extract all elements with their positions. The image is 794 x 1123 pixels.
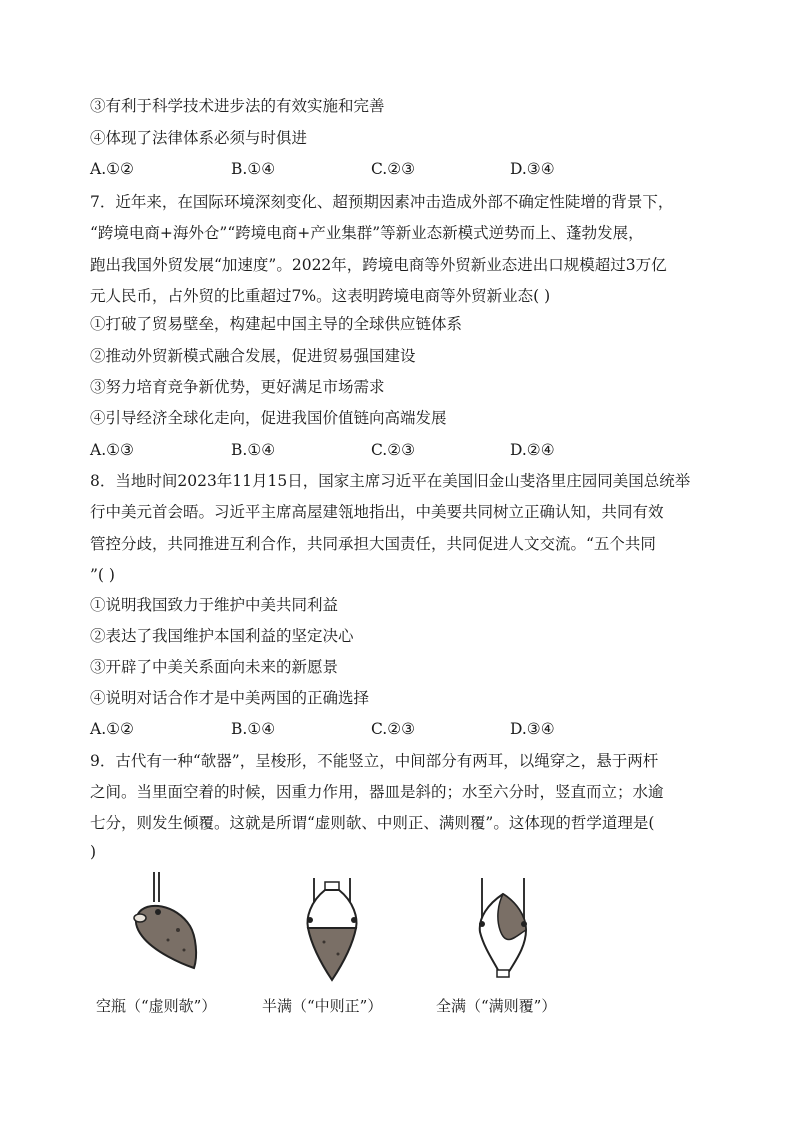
q7-stem-line-4: 元人民币，占外贸的比重超过7%。这表明跨境电商等外贸新业态( )	[90, 287, 551, 305]
tilted-empty-vessel-figure	[128, 870, 204, 980]
q8-option-b[interactable]: B.①④	[231, 720, 276, 738]
q7-option-b[interactable]: B.①④	[231, 441, 276, 459]
q8-stem-line-2: 行中美元首会晤。习近平主席高屋建瓴地指出，中美要共同树立正确认知，共同有效	[90, 503, 664, 521]
q7-item-3: ③努力培育竞争新优势，更好满足市场需求	[90, 378, 385, 396]
q8-item-2: ②表达了我国维护本国利益的坚定决心	[90, 627, 354, 645]
q6-option-c[interactable]: C.②③	[371, 160, 416, 178]
q6-option-d[interactable]: D.③④	[510, 160, 555, 178]
caption-half-full-vessel: 半满（“中则正”）	[262, 997, 383, 1015]
caption-empty-vessel: 空瓶（“虚则欹”）	[96, 997, 217, 1015]
q6-item-4: ④体现了法律体系必须与时俱进	[90, 129, 308, 147]
overturned-full-vessel-figure	[468, 870, 538, 985]
q8-stem-line-3: 管控分歧，共同推进互利合作，共同承担大国责任，共同促进人文交流。“五个共同	[90, 535, 656, 553]
q7-stem-line-2: “跨境电商+海外仓”“跨境电商+产业集群”等新业态新模式逆势而上、蓬勃发展，	[90, 224, 644, 242]
q6-options	[90, 159, 650, 179]
q9-stem-line-2: 之间。当里面空着的时候，因重力作用，器皿是斜的；水至六分时，竖直而立；水逾	[90, 783, 664, 801]
q9-stem-line-3: 七分，则发生倾覆。这就是所谓“虚则欹、中则正、满则覆”。这体现的哲学道理是(	[90, 814, 655, 832]
q7-item-2: ②推动外贸新模式融合发展，促进贸易强国建设	[90, 347, 416, 365]
upright-half-full-vessel-figure	[302, 870, 362, 985]
caption-full-vessel: 全满（“满则覆”）	[436, 997, 557, 1015]
q8-option-d[interactable]: D.③④	[510, 720, 555, 738]
q8-stem-line-4: ”( )	[90, 566, 115, 584]
q7-item-1: ①打破了贸易壁垒，构建起中国主导的全球供应链体系	[90, 315, 463, 333]
q6-option-a[interactable]: A.①②	[90, 160, 134, 178]
q7-option-d[interactable]: D.②④	[510, 441, 555, 459]
q8-item-1: ①说明我国致力于维护中美共同利益	[90, 596, 339, 614]
q8-item-4: ④说明对话合作才是中美两国的正确选择	[90, 689, 370, 707]
q8-option-c[interactable]: C.②③	[371, 720, 416, 738]
q7-option-a[interactable]: A.①③	[90, 441, 134, 459]
q7-item-4: ④引导经济全球化走向，促进我国价值链向高端发展	[90, 409, 447, 427]
q9-stem-line-4: )	[90, 843, 97, 861]
q8-options	[90, 719, 650, 739]
q7-stem-line-3: 跑出我国外贸发展“加速度”。2022年，跨境电商等外贸新业态进出口规模超过3万亿	[90, 256, 667, 274]
q8-stem-line-1: 8．当地时间2023年11月15日，国家主席习近平在美国旧金山斐洛里庄园同美国总统举	[90, 472, 691, 490]
q6-option-b[interactable]: B.①④	[231, 160, 276, 178]
q8-option-a[interactable]: A.①②	[90, 720, 134, 738]
q7-options	[90, 440, 650, 460]
q7-option-c[interactable]: C.②③	[371, 441, 416, 459]
q6-item-3: ③有利于科学技术进步法的有效实施和完善	[90, 97, 385, 115]
q9-stem-line-1: 9．古代有一种“欹器”，呈梭形，不能竖立，中间部分有两耳，以绳穿之，悬于两杆	[90, 752, 659, 770]
q8-item-3: ③开辟了中美关系面向未来的新愿景	[90, 658, 339, 676]
q7-stem-line-1: 7．近年来，在国际环境深刻变化、超预期因素冲击造成外部不确定性陡增的背景下，	[90, 193, 674, 211]
